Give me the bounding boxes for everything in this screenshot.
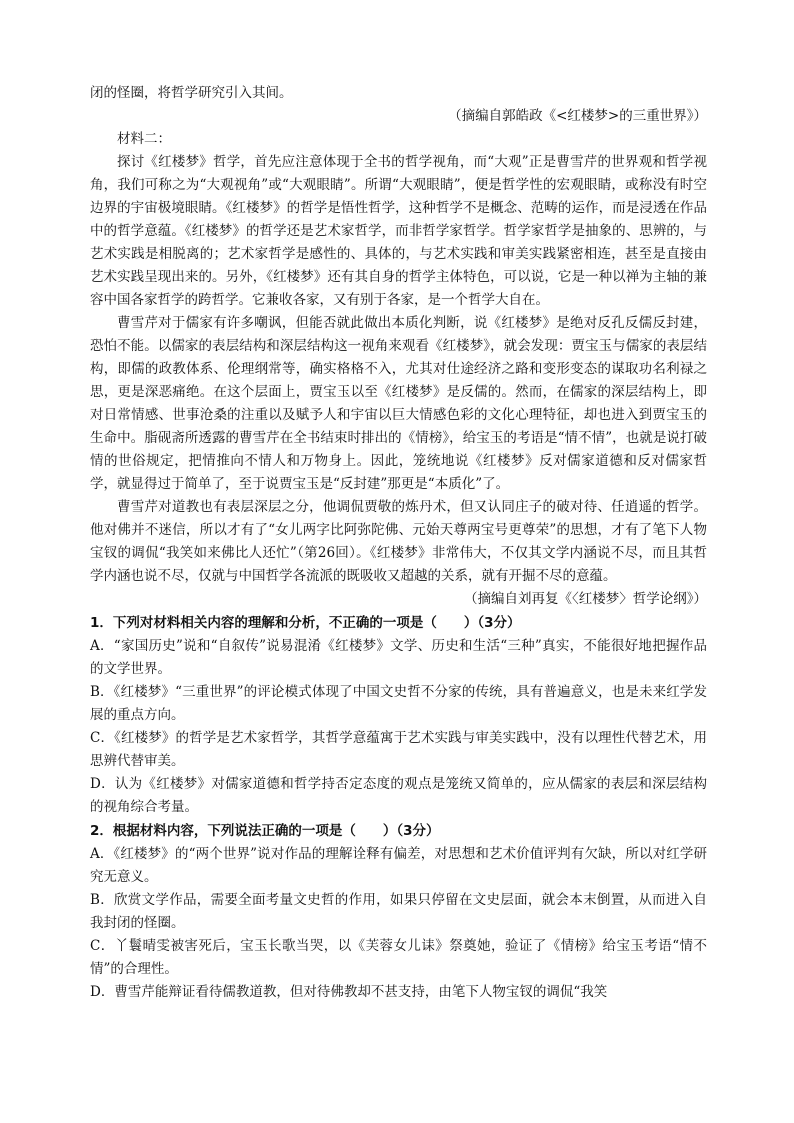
intro-tail: 闭的怪圈，将哲学研究引入其间。 xyxy=(90,85,293,101)
document-page xyxy=(90,82,707,1004)
question-1-option-a: A．“家国历史”说和“自叙传”说易混淆《红楼梦》文学、历史和生活“三种”真实，不能很好地把握作品的文学世界。 xyxy=(90,638,707,677)
paragraph-1: 探讨《红楼梦》哲学，首先应注意体现于全书的哲学视角，而“大观”正是曹雪芹的世界观和哲学视角，我们可称之为“大观视角”或“大观眼睛”。所谓“大观眼睛”，便是哲学性的宏观眼睛，或称没有时空边界的宇宙极境眼睛。《红楼梦》的哲学是悟性哲学，这种哲学不是概念、范畴的运作，而是浸透在作品中的哲学意蕴。《红楼梦》的哲学还是艺术家哲学，而非哲学家哲学。哲学家哲学是抽象的、思辨的，与艺术实践是相脱离的；艺术家哲学是感性的、具体的，与艺术实践和审美实践紧密相连，甚至是直接由艺术实践呈现出来的。另外，《红楼梦》还有其自身的哲学主体特色，可以说，它是一种以禅为主轴的兼容中国各家哲学的跨哲学。它兼收各家，又有别于各家，是一个哲学大自在。 xyxy=(90,154,707,308)
question-1-option-b: B．《红楼梦》“三重世界”的评论模式体现了中国文史哲不分家的传统，具有普遍意义，也是未来红学发展的重点方向。 xyxy=(90,684,707,723)
source-citation-1: （摘编自郭皓政《<红楼梦>的三重世界》） xyxy=(448,108,707,124)
paragraph-3: 曹雪芹对道教也有表层深层之分，他调侃贾敬的炼丹术，但又认同庄子的破对待、任逍遥的哲学。他对佛并不迷信，所以才有了“女儿两字比阿弥陀佛、元始天尊两宝号更尊荣”的思想，才有了笔下人物宝钗的调侃“我笑如来佛比人还忙”（第26回）。《红楼梦》非常伟大，不仅其文学内涵说不尽，而且其哲学内涵也说不尽，仅就与中国哲学各流派的既吸收又超越的关系，就有开掘不尽的意蕴。 xyxy=(90,499,707,584)
question-2-option-a: A．《红楼梦》的“两个世界”说对作品的理解诠释有偏差，对思想和艺术价值评判有欠缺，所以对红学研究无意义。 xyxy=(90,846,707,885)
question-1-stem: 1．下列对材料相关内容的理解和分析，不正确的一项是（ ）（3分） xyxy=(90,615,521,631)
source-citation-2: （摘编自刘再复《〈红楼梦〉哲学论纲》） xyxy=(464,591,707,607)
question-2-option-b: B．欣赏文学作品，需要全面考量文史哲的作用，如果只停留在文史层面，就会本末倒置，从而进入自我封闭的怪圈。 xyxy=(90,892,707,931)
question-2-stem: 2．根据材料内容，下列说法正确的一项是（ ）（3分） xyxy=(90,823,440,839)
question-1-option-c: C．《红楼梦》的哲学是艺术家哲学，其哲学意蕴寓于艺术实践与审美实践中，没有以理性代替艺术，用思辨代替审美。 xyxy=(90,730,707,769)
question-2-option-d: D．曹雪芹能辩证看待儒教道教，但对待佛教却不甚支持，由笔下人物宝钗的调侃“我笑 xyxy=(90,984,608,1000)
question-2-option-c: C．丫鬟晴雯被害死后，宝玉长歌当哭，以《芙蓉女儿诔》祭奠她，验证了《情榜》给宝玉考语“情不情”的合理性。 xyxy=(90,938,707,977)
material-2-label: 材料二： xyxy=(117,131,171,147)
question-1-option-d: D．认为《红楼梦》对儒家道德和哲学持否定态度的观点是笼统又简单的，应从儒家的表层和深层结构的视角综合考量。 xyxy=(90,776,707,815)
paragraph-2: 曹雪芹对于儒家有许多嘲讽，但能否就此做出本质化判断，说《红楼梦》是绝对反孔反儒反封建，恐怕不能。以儒家的表层结构和深层结构这一视角来观看《红楼梦》，就会发现：贾宝玉与儒家的表层结构，即儒的政教体系、伦理纲常等，确实格格不入，尤其对仕途经济之路和变形变态的谋取功名利禄之思，更是深恶痛绝。在这个层面上，贾宝玉以至《红楼梦》是反儒的。然而，在儒家的深层结构上，即对日常情感、世事沧桑的注重以及赋予人和宇宙以巨大情感色彩的文化心理特征，却也进入到贾宝玉的生命中。脂砚斋所透露的曹雪芹在全书结束时排出的《情榜》，给宝玉的考语是“情不情”，也就是说打破情的世俗规定，把情推向不情人和万物身上。因此，笼统地说《红楼梦》反对儒家道德和反对儒家哲学，就显得过于简单了，至于说贾宝玉是“反封建”那更是“本质化”了。 xyxy=(90,315,707,492)
